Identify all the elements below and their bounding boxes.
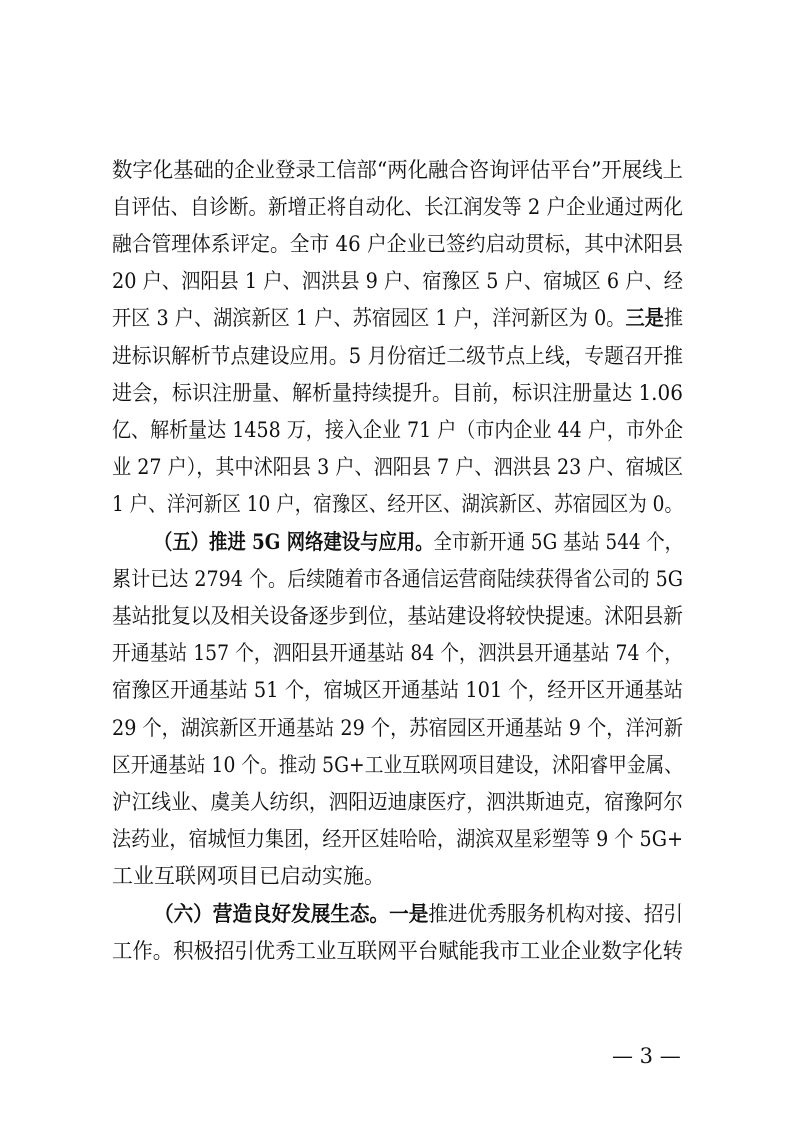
text-line-content <box>112 671 683 709</box>
text-line-content <box>112 337 683 375</box>
bold-text-segment: 一是 <box>389 901 429 926</box>
text-line <box>0 709 793 747</box>
text-segment: 自评估、自诊断。新增正将自动化、长江润发等 2 户企业通过两化 <box>112 195 683 220</box>
text-line-content <box>112 448 683 486</box>
text-line <box>0 932 793 970</box>
text-segment: 融合管理体系评定。全市 46 户企业已签约启动贯标，其中沭阳县 <box>112 232 683 257</box>
text-segment: 全市新开通 5G 基站 544 个， <box>433 530 683 554</box>
page-number: — 3 — <box>612 1044 681 1068</box>
text-segment: 20 户、泗阳县 1 户、泗洪县 9 户、宿豫区 5 户、宿城区 6 户、经 <box>112 269 683 294</box>
text-line <box>0 188 793 226</box>
text-line-content <box>112 634 683 672</box>
text-line <box>0 448 793 486</box>
text-segment: 法药业，宿城恒力集团，经开区娃哈哈，湖滨双星彩塑等 9 个 5G+ <box>112 826 683 851</box>
text-line <box>0 299 793 337</box>
text-line <box>0 634 793 672</box>
text-line <box>0 411 793 449</box>
text-line-content <box>112 746 683 784</box>
text-segment: 开通基站 157 个，泗阳县开通基站 84 个，泗洪县开通基站 74 个， <box>112 641 683 666</box>
text-line-content <box>112 299 683 337</box>
text-line <box>0 374 793 412</box>
text-line <box>0 560 793 598</box>
text-segment: 累计已达 2794 个。后续随着市各通信运营商陆续获得省公司的 5G <box>112 567 683 592</box>
text-line <box>0 262 793 300</box>
text-line-content <box>112 820 683 858</box>
text-line-content <box>112 225 683 263</box>
text-segment: 推进优秀服务机构对接、招引 <box>428 902 683 926</box>
text-line <box>0 857 793 895</box>
text-segment: 1 户、洋河新区 10 户，宿豫区、经开区、湖滨新区、苏宿园区为 0。 <box>112 491 683 516</box>
text-line <box>0 485 793 523</box>
text-line <box>0 671 793 709</box>
text-line <box>0 225 793 263</box>
text-line <box>0 523 793 561</box>
text-segment: 宿豫区开通基站 51 个，宿城区开通基站 101 个，经开区开通基站 <box>112 678 683 703</box>
text-segment: 区开通基站 10 个。推动 5G+工业互联网项目建设，沭阳睿甲金属、 <box>112 752 683 777</box>
text-line-content <box>112 485 683 523</box>
text-line-content <box>112 709 683 747</box>
text-segment: 工作。积极招引优秀工业互联网平台赋能我市工业企业数字化转 <box>112 939 683 964</box>
text-line-content <box>112 188 683 226</box>
text-line-content <box>154 895 683 933</box>
text-segment: 沪江线业、虞美人纺织，泗阳迈迪康医疗，泗洪斯迪克，宿豫阿尔 <box>112 789 683 814</box>
text-segment: 基站批复以及相关设备逐步到位，基站建设将较快提速。沭阳县新 <box>112 604 683 629</box>
text-line-content <box>112 151 683 189</box>
text-line-content <box>112 857 385 895</box>
text-line <box>0 895 793 933</box>
text-line <box>0 783 793 821</box>
text-line-content <box>112 374 683 412</box>
text-line <box>0 820 793 858</box>
text-line <box>0 151 793 189</box>
text-line-content <box>112 560 683 598</box>
text-line-content <box>154 523 683 561</box>
text-line-content <box>112 411 683 449</box>
text-line-content <box>112 262 683 300</box>
text-line-content <box>112 932 683 970</box>
text-segment: 29 个，湖滨新区开通基站 29 个，苏宿园区开通基站 9 个，洋河新 <box>112 715 683 740</box>
text-segment: 业 27 户），其中沭阳县 3 户、泗阳县 7 户、泗洪县 23 户、宿城区 <box>112 454 683 479</box>
bold-text-segment: 三是 <box>625 305 664 331</box>
bold-text-segment: （六）营造良好发展生态。 <box>154 901 390 926</box>
text-line-content <box>112 783 683 821</box>
text-segment: 工业互联网项目已启动实施。 <box>112 863 385 888</box>
text-line <box>0 746 793 784</box>
bold-text-segment: （五）推进 5G 网络建设与应用。 <box>154 529 434 554</box>
text-segment: 开区 3 户、湖滨新区 1 户、苏宿园区 1 户，洋河新区为 0。 <box>112 306 626 331</box>
text-line <box>0 337 793 375</box>
text-line-content <box>112 597 683 635</box>
text-segment: 推 <box>663 306 683 331</box>
text-segment: 进标识解析节点建设应用。5 月份宿迁二级节点上线，专题召开推 <box>112 343 683 368</box>
text-segment: 亿、解析量达 1458 万，接入企业 71 户（市内企业 44 户，市外企 <box>112 417 683 442</box>
text-segment: 数字化基础的企业登录工信部“两化融合咨询评估平台”开展线上 <box>112 158 683 182</box>
text-line <box>0 597 793 635</box>
text-segment: 进会，标识注册量、解析量持续提升。目前，标识注册量达 1.06 <box>112 380 683 405</box>
